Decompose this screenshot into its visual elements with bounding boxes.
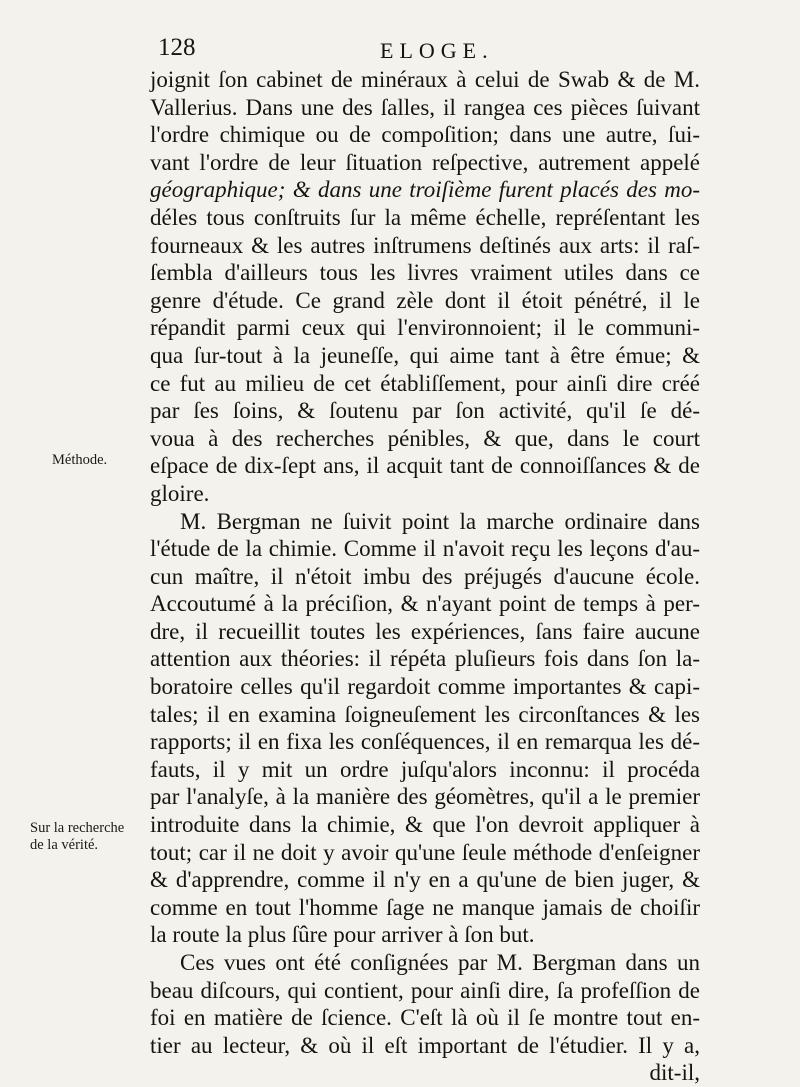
text-line: Ces vues ont été conſignées par M. Bergman dans un — [180, 950, 700, 975]
text-line: boratoire celles qu'il regardoit comme importantes & capi- — [150, 674, 700, 700]
text-line: vant l'ordre de leur ſituation reſpective, autrement appelé — [150, 149, 700, 175]
text-line: ce fut au milieu de cet établiſſement, pour ainſi dire créé — [150, 370, 700, 396]
text-line: qua ſur-tout à la jeuneſſe, qui aime tant à être émue; & — [150, 342, 700, 368]
margin-note-line: de la vérité. — [30, 837, 99, 853]
text-line: par ſes ſoins, & ſoutenu par ſon activité, qu'il ſe dé- — [150, 398, 700, 424]
text-line: fourneaux & les autres inſtrumens deſtinés aux arts: il raſ- — [150, 232, 700, 258]
catchword: dit-il, — [649, 1060, 700, 1086]
text-line: répandit parmi ceux qui l'environnoient; il le communi- — [150, 315, 700, 341]
margin-note-line: Sur la recherche — [30, 820, 125, 836]
text-line: géographique; & dans une troiſième furent placés des mo- — [150, 177, 700, 203]
text-line: attention aux théories: il répéta pluſieurs fois dans ſon la- — [150, 646, 700, 672]
text-line: gloire. — [150, 480, 210, 506]
text-line: tales; il en examina ſoigneuſement les circonſtances & les — [150, 701, 700, 727]
text-line: cun maître, il n'étoit imbu des préjugés d'aucune école. — [150, 563, 700, 589]
text-line: & d'apprendre, comme il n'y en a qu'une de bien juger, & — [150, 867, 700, 893]
text-line: dre, il recueillit toutes les expériences, ſans faire aucune — [150, 618, 700, 644]
text-line: rapports; il en fixa les conſéquences, il en remarqua les dé- — [150, 729, 700, 755]
page-number: 128 — [158, 34, 196, 61]
text-line: comme en tout l'homme ſage ne manque jamais de choiſir — [150, 894, 700, 920]
text-line: beau diſcours, qui contient, pour ainſi dire, ſa profeſſion de — [150, 977, 700, 1003]
text-line: Accoutumé à la préciſion, & n'ayant point de temps à per- — [150, 591, 700, 617]
text-line: l'ordre chimique ou de compoſition; dans une autre, ſui- — [150, 122, 700, 148]
text-line: genre d'étude. Ce grand zèle dont il étoit pénétré, il le — [150, 287, 700, 313]
body-text — [150, 66, 700, 1087]
text-line: joignit ſon cabinet de minéraux à celui de Swab & de M. — [150, 67, 700, 92]
running-head: ELOGE. — [380, 38, 494, 63]
text-line: l'étude de la chimie. Comme il n'avoit reçu les leçons d'au- — [150, 536, 700, 562]
text-line: la route la plus ſûre pour arriver à ſon but. — [150, 922, 535, 948]
text-line: par l'analyſe, à la manière des géomètres, qu'il a le premier — [150, 784, 700, 810]
margin-note-recherche — [30, 820, 124, 854]
text-line: tout; car il ne doit y avoir qu'une ſeule méthode d'enſeigner — [150, 839, 700, 865]
margin-note-methode — [52, 452, 107, 469]
text-line: déles tous conſtruits ſur la même échelle, repréſentant les — [150, 204, 700, 230]
text-line: eſpace de dix-ſept ans, il acquit tant de connoiſſances & de — [150, 453, 700, 479]
text-line: foi en matière de ſcience. C'eſt là où il ſe montre tout en- — [150, 1005, 700, 1031]
text-line: voua à des recherches pénibles, & que, dans le court — [150, 425, 700, 451]
text-line: fauts, il y mit un ordre juſqu'alors inconnu: il procéda — [150, 756, 700, 782]
text-line: ſembla d'ailleurs tous les livres vraiment utiles dans ce — [150, 260, 700, 286]
text-line: tier au lecteur, & où il eſt important de l'étudier. Il y a, — [150, 1032, 700, 1058]
margin-note-line: Méthode. — [52, 452, 108, 468]
text-line: introduite dans la chimie, & que l'on devroit appliquer à — [150, 812, 700, 838]
text-line: M. Bergman ne ſuivit point la marche ordinaire dans — [180, 508, 700, 534]
text-line: Vallerius. Dans une des ſalles, il rangea ces pièces ſuivant — [150, 94, 700, 120]
